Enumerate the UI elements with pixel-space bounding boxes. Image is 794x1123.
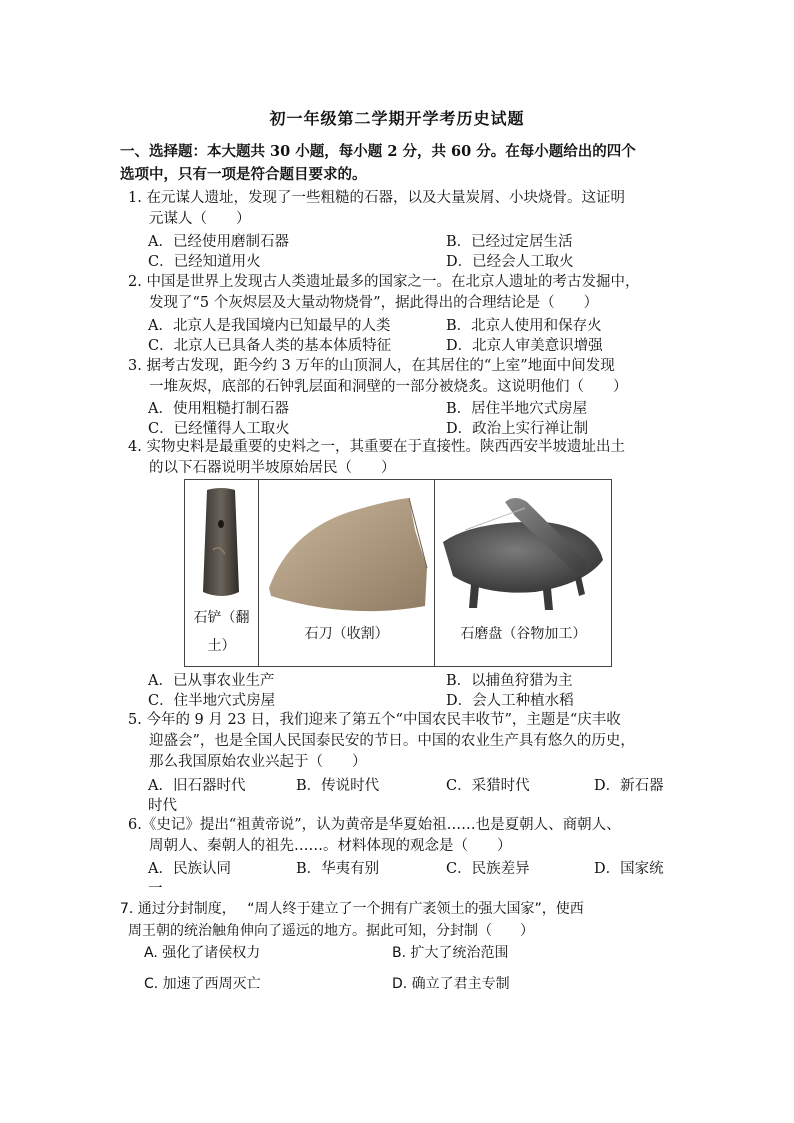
section-heading bbox=[120, 140, 680, 186]
question-4 bbox=[128, 437, 625, 479]
option-d: D．新石器 bbox=[594, 778, 664, 794]
question-stem: 周王朝的统治触角伸向了遥远的地方。据此可知，分封制（ ） bbox=[128, 923, 534, 939]
option-a: A．民族认同 bbox=[148, 861, 231, 877]
option-b: B．已经过定居生活 bbox=[446, 234, 573, 250]
option-d: D．国家统 bbox=[594, 861, 664, 877]
question-stem: 的以下石器说明半坡原始居民（ ） bbox=[149, 460, 396, 476]
option-b: B. 扩大了统治范围 bbox=[392, 945, 509, 961]
question-stem: 一堆灰烬，底部的石钟乳层面和洞壁的一部分被烧炙。这说明他们（ ） bbox=[149, 379, 628, 395]
option-a: A．使用粗糙打制石器 bbox=[148, 401, 289, 417]
question-5 bbox=[128, 710, 635, 773]
option-d: D．政治上实行禅让制 bbox=[446, 421, 589, 437]
caption-stone-shovel bbox=[185, 604, 258, 660]
question-stem: 3. 据考古发现，距今约 3 万年的山顶洞人，在其居住的“上室”地面中间发现 bbox=[128, 358, 615, 374]
option-d: D．会人工种植水稻 bbox=[446, 693, 574, 709]
option-b: B．以捕鱼狩猎为主 bbox=[446, 673, 573, 689]
option-d: D．北京人审美意识增强 bbox=[446, 338, 603, 354]
page-title: 初一年级第二学期开学考历史试题 bbox=[269, 109, 525, 128]
figure-cell-stone-shovel bbox=[185, 480, 259, 666]
stone-tools-figure bbox=[184, 479, 612, 667]
option-a: A．旧石器时代 bbox=[148, 778, 246, 794]
option-d: D．已经会人工取火 bbox=[446, 254, 574, 270]
option-b: B．北京人使用和保存火 bbox=[446, 318, 602, 334]
option-a: A. 强化了诸侯权力 bbox=[144, 945, 261, 961]
caption-line: 土） bbox=[207, 638, 236, 654]
question-stem: 5. 今年的 9 月 23 日，我们迎来了第五个“中国农民丰收节”，主题是“庆丰收 bbox=[128, 712, 621, 728]
caption-line: 石铲（翻 bbox=[193, 610, 250, 626]
option-a: A．北京人是我国境内已知最早的人类 bbox=[148, 318, 391, 334]
option-c: C. 加速了西周灭亡 bbox=[144, 976, 261, 992]
question-3 bbox=[128, 356, 628, 398]
figure-cell-grinding-stone bbox=[435, 480, 611, 666]
option-c: C．民族差异 bbox=[446, 861, 530, 877]
question-6 bbox=[128, 815, 621, 857]
option-a: A．已经使用磨制石器 bbox=[148, 234, 289, 250]
option-d: D. 确立了君主专制 bbox=[392, 976, 510, 992]
option-d-continued: 时代 bbox=[148, 798, 177, 814]
question-stem: 1. 在元谋人遗址，发现了一些粗糙的石器，以及大量炭屑、小块烧骨。这证明 bbox=[128, 190, 625, 206]
figure-cell-stone-knife bbox=[259, 480, 435, 666]
question-7 bbox=[120, 898, 584, 942]
option-b: B．传说时代 bbox=[296, 778, 380, 794]
option-c: C．住半地穴式房屋 bbox=[148, 693, 276, 709]
question-stem: 元谋人（ ） bbox=[149, 211, 251, 227]
option-b: B．居住半地穴式房屋 bbox=[446, 401, 588, 417]
option-c: C．已经懂得人工取火 bbox=[148, 421, 290, 437]
caption-stone-knife: 石刀（收割） bbox=[304, 626, 389, 642]
question-stem: 6.《史记》提出“祖黄帝说”，认为黄帝是华夏始祖……也是夏朝人、商朝人、 bbox=[128, 817, 621, 833]
option-a: A．已从事农业生产 bbox=[148, 673, 275, 689]
question-2 bbox=[128, 272, 639, 314]
option-c: C．北京人已具备人类的基本体质特征 bbox=[148, 338, 392, 354]
question-stem: 周朝人、秦朝人的祖先……。材料体现的观念是（ ） bbox=[149, 838, 512, 854]
question-stem: 那么我国原始农业兴起于（ ） bbox=[149, 754, 367, 770]
question-stem: 7. 通过分封制度， “周人终于建立了一个拥有广袤领土的强大国家”，使西 bbox=[120, 901, 584, 917]
option-c: C．采猎时代 bbox=[446, 778, 530, 794]
option-c: C．已经知道用火 bbox=[148, 254, 261, 270]
section-heading-line: 选项中，只有一项是符合题目要求的。 bbox=[120, 166, 367, 183]
question-stem: 迎盛会”，也是全国人民国泰民安的节日。中国的农业生产具有悠久的历史， bbox=[149, 733, 635, 749]
option-d-continued: 一 bbox=[148, 881, 163, 897]
section-heading-line: 一、选择题：本大题共 30 小题，每小题 2 分，共 60 分。在每小题给出的四个 bbox=[120, 143, 636, 160]
question-1 bbox=[128, 188, 625, 230]
question-stem: 发现了“5 个灰烬层及大量动物烧骨”，据此得出的合理结论是（ ） bbox=[149, 295, 599, 311]
option-b: B．华夷有别 bbox=[296, 861, 380, 877]
question-stem: 2. 中国是世界上发现古人类遗址最多的国家之一。在北京人遗址的考古发掘中， bbox=[128, 274, 640, 290]
caption-grinding-stone: 石磨盘（谷物加工） bbox=[460, 626, 587, 642]
question-stem: 4. 实物史料是最重要的史料之一，其重要在于直接性。陕西西安半坡遗址出土 bbox=[128, 439, 625, 455]
